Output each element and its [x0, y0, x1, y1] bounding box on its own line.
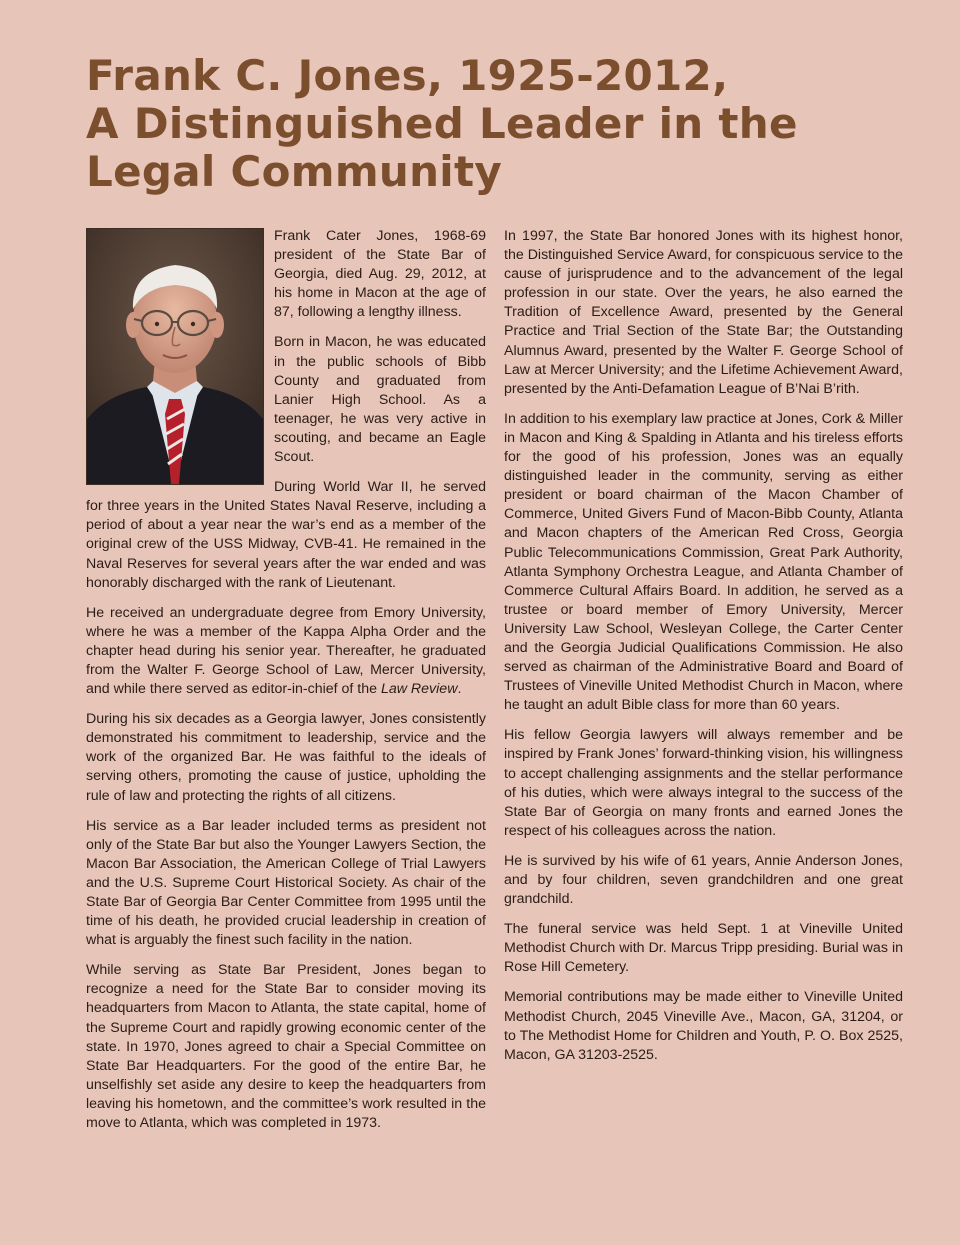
left-paragraph-2: Born in Macon, he was educated in the public schools of Bibb County and graduated from Lanier High School. As a teenager, he was very active in scouting, and became an Eagle Scout.: [274, 334, 486, 466]
left-paragraph-7: While serving as State Bar President, Jones began to recognize a need for the State Bar to consider moving its headquarters from Macon to Atlanta, the state capital, home of the Supreme Court and rapidly growing economic center of the state. In 1970, Jones agreed to chair a Special Committee on State Bar Headquarters. For the good of the entire Bar, he unselfishly set aside any desire to keep the headquarters from leaving his hometown, and the committee’s work resulted in the move to Atlanta, which was completed in 1973.: [86, 962, 486, 1132]
left-paragraph-6: His service as a Bar leader included terms as president not only of the State Bar but also the Younger Lawyers Section, the Macon Bar Association, the American College of Trial Lawyers and the U.S. Supreme Court Historical Society. As chair of the State Bar of Georgia Bar Center Committee from 1995 until the time of his death, he provided crucial leadership in creation of what is arguably the finest such facility in the nation.: [86, 817, 486, 949]
right-column: [504, 227, 903, 1076]
right-paragraph-3: His fellow Georgia lawyers will always remember and be inspired by Frank Jones’ forward-thinking vision, his willingness to accept challenging assignments and the stellar performance of his duties, which were always integral to the success of the State Bar of Georgia on many fronts and earned Jones the respect of his colleagues across the nation.: [504, 727, 903, 839]
left-paragraph-4: [86, 604, 486, 699]
right-paragraph-2: In addition to his exemplary law practice at Jones, Cork & Miller in Macon and King & Spalding in Atlanta and his tireless efforts for the good of his profession, Jones was an equally distinguished leader in the community, serving as either president or board chairman of the Macon Chamber of Commerce, United Givers Fund of Macon-Bibb County, Atlanta and Macon chapters of the American Red Cross, Georgia Public Telecommunications Commission, Great Park Authority, Atlanta Symphony Orchestra League, and Atlanta Chamber of Commerce Cultural Affairs Board. In addition, he served as a trustee or board member of Emory University, Mercer University Law School, Wesleyan College, the Carter Center and the Georgia Judicial Qualifications Commission. He also served as chairman of the Administrative Board and Board of Trustees of Vineville United Methodist Church in Macon, where he taught an adult Bible class for more than 60 years.: [504, 410, 903, 714]
left-paragraph-4-end: .: [457, 681, 462, 698]
article-title: [86, 52, 886, 196]
portrait-photo: [86, 228, 264, 485]
title-line-1: Frank C. Jones, 1925-2012,: [86, 51, 729, 100]
left-paragraph-1: Frank Cater Jones, 1968-69 president of the State Bar of Georgia, died Aug. 29, 2012, at his home in Macon at the age of 87, following a lengthy illness.: [274, 228, 486, 321]
right-paragraph-1: In 1997, the State Bar honored Jones with its highest honor, the Distinguished Service Award, for conspicuous service to the cause of jurisprudence and to the advancement of the legal profession in our state. Over the years, he also earned the Tradition of Excellence Award, presented by the General Practice and Trial Section of the State Bar; the Outstanding Alumnus Award, presented by the Walter F. George School of Law at Mercer University; and the Lifetime Achievement Award, presented by the Anti-Defamation League of B’Nai B’rith.: [504, 228, 903, 397]
law-review-italic: Law Review: [380, 681, 458, 698]
right-paragraph-4: He is survived by his wife of 61 years, Annie Anderson Jones, and by four children, seven grandchildren and one great grandchild.: [504, 852, 903, 908]
title-line-2: A Distinguished Leader in the: [86, 99, 798, 148]
left-paragraph-3: During World War II, he served for three years in the United States Naval Reserve, including a period of about a year near the war’s end as a member of the original crew of the USS Midway, CVB-41. He remained in the Naval Reserves for several years after the war ended and was honorably discharged with the rank of Lieutenant.: [86, 479, 486, 591]
title-line-3: Legal Community: [86, 147, 503, 196]
right-paragraph-6: Memorial contributions may be made either to Vineville United Methodist Church, 2045 Vineville Ave., Macon, GA, 31204, or to The Methodist Home for Children and Youth, P. O. Box 2525, Macon, GA 31203-2525.: [504, 989, 903, 1063]
left-column: [86, 227, 486, 1144]
left-paragraph-4-text: He received an undergraduate degree from Emory University, where he was a member of the Kappa Alpha Order and the chapter head during his senior year. Thereafter, he graduated from the Walter F. George School of Law, Mercer University, and while there served as editor-in-chief of the: [86, 604, 486, 698]
left-paragraph-5: During his six decades as a Georgia lawyer, Jones consistently demonstrated his commitment to leadership, service and the work of the organized Bar. He was faithful to the ideals of serving others, promoting the cause of justice, upholding the rule of law and protecting the rights of all citizens.: [86, 711, 486, 804]
portrait-icon: [87, 229, 263, 484]
right-paragraph-5: The funeral service was held Sept. 1 at Vineville United Methodist Church with Dr. Marcus Tripp presiding. Burial was in Rose Hill Cemetery.: [504, 921, 903, 976]
